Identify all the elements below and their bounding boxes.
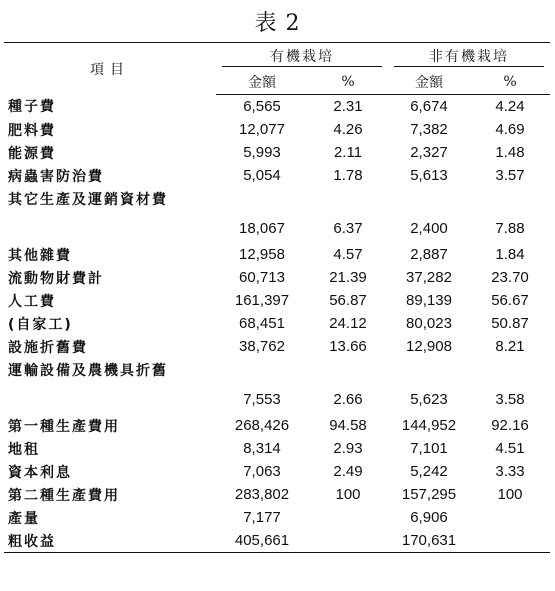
organic-amount: 12,958 — [239, 246, 285, 263]
nonorganic-amount-header: 金額 — [388, 69, 470, 95]
nonorganic-percent: 3.33 — [495, 463, 525, 480]
row-label: 種子費 — [8, 99, 56, 116]
organic-percent: 4.57 — [333, 246, 363, 263]
organic-percent: 2.93 — [333, 440, 363, 457]
nonorganic-percent: 92.16 — [491, 417, 529, 434]
nonorganic-amount: 144,952 — [401, 417, 457, 434]
row-label: 能源費 — [8, 145, 56, 162]
row-label: 流動物財費計 — [8, 270, 104, 287]
table-row — [4, 460, 550, 483]
nonorganic-percent: 4.51 — [495, 440, 525, 457]
nonorganic-amount: 2,887 — [410, 246, 448, 263]
nonorganic-amount: 7,382 — [410, 121, 448, 138]
organic-amount: 7,177 — [243, 509, 281, 526]
nonorganic-amount: 6,674 — [410, 98, 448, 115]
nonorganic-percent: 100 — [497, 486, 523, 503]
table-row — [4, 414, 550, 437]
row-label: 產量 — [8, 510, 40, 527]
organic-percent: 2.11 — [333, 144, 363, 161]
table-row — [4, 95, 550, 119]
table-row — [4, 335, 550, 358]
row-label: (自家工) — [8, 316, 73, 333]
organic-amount: 283,802 — [234, 486, 290, 503]
organic-percent: 100 — [335, 486, 361, 503]
organic-amount: 68,451 — [239, 315, 285, 332]
organic-percent: 2.31 — [333, 98, 363, 115]
nonorganic-amount: 5,623 — [410, 391, 448, 408]
row-label: 其它生產及運銷資材費 — [8, 192, 168, 208]
organic-group-header: 有機栽培 — [216, 43, 388, 70]
nonorganic-group-header: 非有機栽培 — [388, 43, 550, 70]
organic-amount: 6,565 — [243, 98, 281, 115]
table-row — [4, 358, 550, 414]
organic-amount: 8,314 — [243, 440, 281, 457]
organic-percent: 2.66 — [333, 391, 363, 408]
organic-amount: 60,713 — [239, 269, 285, 286]
nonorganic-amount: 80,023 — [406, 315, 452, 332]
nonorganic-amount: 7,101 — [410, 440, 448, 457]
table-row — [4, 164, 550, 187]
organic-percent: 94.58 — [329, 417, 367, 434]
organic-percent: 6.37 — [333, 220, 363, 237]
organic-amount: 5,054 — [243, 167, 281, 184]
nonorganic-amount: 170,631 — [388, 529, 470, 553]
table-title: 表 2 — [254, 11, 301, 36]
organic-amount: 18,067 — [239, 220, 285, 237]
organic-amount: 7,063 — [243, 463, 281, 480]
organic-amount: 38,762 — [239, 338, 285, 355]
nonorganic-percent: 50.87 — [491, 315, 529, 332]
table-row — [4, 289, 550, 312]
nonorganic-percent: 23.70 — [491, 269, 529, 286]
organic-percent: 1.78 — [333, 167, 363, 184]
table-row — [4, 266, 550, 289]
nonorganic-percent: 7.88 — [495, 220, 525, 237]
table-row — [4, 506, 550, 529]
organic-amount: 161,397 — [234, 292, 290, 309]
organic-percent: 56.87 — [329, 292, 367, 309]
nonorganic-percent — [470, 529, 550, 553]
organic-amount: 5,993 — [243, 144, 281, 161]
table-row — [4, 141, 550, 164]
row-label: 地租 — [8, 441, 40, 458]
table-body — [4, 95, 550, 553]
nonorganic-percent: 1.48 — [495, 144, 525, 161]
nonorganic-amount: 157,295 — [401, 486, 457, 503]
organic-percent: 24.12 — [329, 315, 367, 332]
row-label: 其他雜費 — [8, 247, 72, 264]
table-row — [4, 529, 550, 553]
row-label: 運輸設備及農機具折舊 — [8, 363, 168, 379]
nonorganic-amount: 2,400 — [410, 220, 448, 237]
table-row — [4, 312, 550, 335]
organic-percent-header: % — [308, 69, 388, 95]
row-label: 資本利息 — [8, 464, 72, 481]
nonorganic-amount: 5,613 — [410, 167, 448, 184]
table-row — [4, 118, 550, 141]
nonorganic-amount: 2,327 — [410, 144, 448, 161]
row-label: 病蟲害防治費 — [8, 168, 104, 185]
row-label: 第一種生產費用 — [8, 418, 120, 435]
nonorganic-percent: 3.58 — [495, 391, 525, 408]
organic-percent — [308, 529, 388, 553]
table-row — [4, 187, 550, 243]
row-label: 設施折舊費 — [8, 339, 88, 356]
organic-percent — [308, 506, 388, 529]
organic-percent: 4.26 — [333, 121, 363, 138]
row-label: 人工費 — [8, 293, 56, 310]
nonorganic-percent: 4.24 — [495, 98, 525, 115]
nonorganic-percent — [470, 506, 550, 529]
nonorganic-percent: 4.69 — [495, 121, 525, 138]
table-row — [4, 483, 550, 506]
nonorganic-amount: 6,906 — [410, 509, 448, 526]
nonorganic-percent-header: % — [470, 69, 550, 95]
row-label: 第二種生產費用 — [8, 487, 120, 504]
nonorganic-percent: 3.57 — [495, 167, 525, 184]
nonorganic-amount: 5,242 — [410, 463, 448, 480]
table-row — [4, 243, 550, 266]
nonorganic-amount: 12,908 — [406, 338, 452, 355]
organic-amount-header: 金額 — [216, 69, 308, 95]
nonorganic-percent: 56.67 — [491, 292, 529, 309]
cost-table — [4, 42, 550, 553]
organic-percent: 21.39 — [329, 269, 367, 286]
row-label: 粗收益 — [4, 529, 216, 553]
row-label: 肥料費 — [8, 122, 56, 139]
organic-percent: 13.66 — [329, 338, 367, 355]
nonorganic-amount: 89,139 — [406, 292, 452, 309]
item-header: 項目 — [4, 43, 216, 95]
organic-amount: 12,077 — [239, 121, 285, 138]
nonorganic-amount: 37,282 — [406, 269, 452, 286]
organic-amount: 268,426 — [234, 417, 290, 434]
organic-percent: 2.49 — [333, 463, 363, 480]
organic-amount: 405,661 — [216, 529, 308, 553]
nonorganic-percent: 1.84 — [495, 246, 525, 263]
nonorganic-percent: 8.21 — [495, 338, 525, 355]
table-row — [4, 437, 550, 460]
organic-amount: 7,553 — [243, 391, 281, 408]
